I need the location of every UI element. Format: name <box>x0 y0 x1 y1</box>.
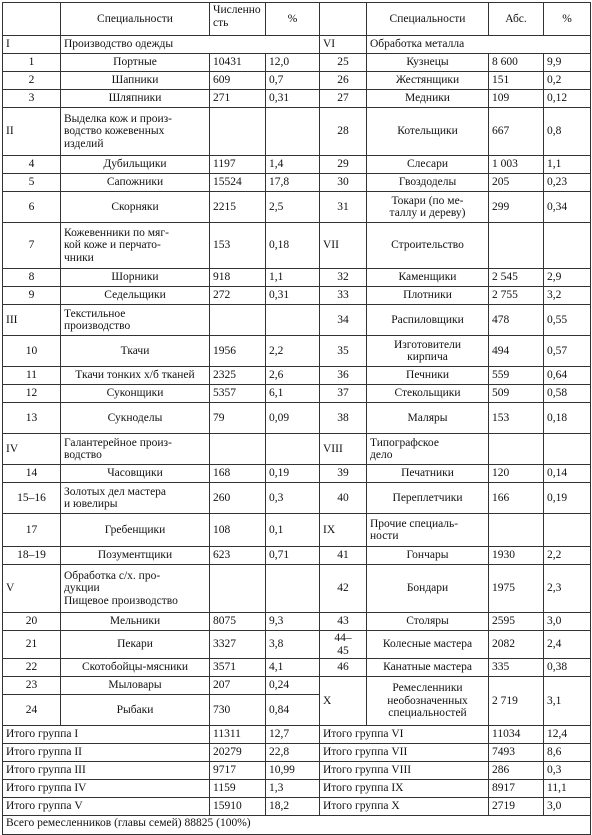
table-cell: 918 <box>210 269 266 287</box>
table-header <box>3 3 591 36</box>
table-cell: 2,3 <box>544 565 591 613</box>
table-cell: 3,2 <box>544 287 591 305</box>
table-cell: 2 <box>3 72 61 90</box>
table-cell: Котельщики <box>367 108 489 156</box>
table-cell: 286 <box>489 762 544 780</box>
table-cell: Плотники <box>367 287 489 305</box>
table-cell: 0,3 <box>544 762 591 780</box>
table-cell: 2,2 <box>266 336 320 367</box>
table-cell: 2 755 <box>489 287 544 305</box>
table-cell: 2719 <box>489 798 544 816</box>
table-cell: 1 003 <box>489 156 544 174</box>
table-cell <box>489 434 544 465</box>
table-cell: 260 <box>210 483 266 514</box>
table-cell: Прочие специаль- ности <box>367 514 489 547</box>
table-cell: Мыловары <box>61 677 210 695</box>
table-cell: 299 <box>489 192 544 223</box>
table-cell: 2 545 <box>489 269 544 287</box>
table-cell: Позументщики <box>61 547 210 565</box>
table-cell: 1159 <box>210 780 266 798</box>
table-cell <box>210 565 266 613</box>
table-cell: 730 <box>210 695 266 726</box>
crafts-table <box>2 2 591 835</box>
table-cell: 1,4 <box>266 156 320 174</box>
table-cell: 40 <box>320 483 367 514</box>
table-cell: Итого группа VIII <box>320 762 489 780</box>
table-cell: 44– 45 <box>320 631 367 659</box>
table-cell: Итого группа II <box>3 744 210 762</box>
table-cell: Жестянщики <box>367 72 489 90</box>
table-cell: Часовщики <box>61 465 210 483</box>
table-cell: 1197 <box>210 156 266 174</box>
table-cell: 9717 <box>210 762 266 780</box>
table-cell: Строительство <box>367 223 489 269</box>
table-row <box>3 403 591 434</box>
table-cell: 12,4 <box>544 726 591 744</box>
table-cell: 31 <box>320 192 367 223</box>
table-cell: 0,3 <box>266 483 320 514</box>
table-cell: 17 <box>3 514 61 547</box>
table-row <box>3 798 591 816</box>
table-cell: 26 <box>320 72 367 90</box>
table-cell: V <box>3 565 61 613</box>
table-cell: 0,09 <box>266 403 320 434</box>
table-cell: 109 <box>489 90 544 108</box>
table-cell <box>210 108 266 156</box>
table-cell: Шапники <box>61 72 210 90</box>
table-cell: 0,2 <box>544 72 591 90</box>
table-cell: Ткачи <box>61 336 210 367</box>
table-cell: 1 <box>3 54 61 72</box>
table-cell: Галантерейное произ- водство <box>61 434 210 465</box>
table-row <box>3 565 591 613</box>
table-cell: 207 <box>210 677 266 695</box>
table-cell: 1930 <box>489 547 544 565</box>
table-row <box>3 780 591 798</box>
table-cell: Мельники <box>61 613 210 631</box>
table-row <box>3 613 591 631</box>
table-cell: 5 <box>3 174 61 192</box>
table-cell: 2,4 <box>544 631 591 659</box>
table-cell: Кузнецы <box>367 54 489 72</box>
table-cell: Шорники <box>61 269 210 287</box>
table-cell: Обработка металла <box>367 36 591 54</box>
table-cell: 2,2 <box>544 547 591 565</box>
table-cell: 153 <box>210 223 266 269</box>
table-cell: 33 <box>320 287 367 305</box>
table-cell: 559 <box>489 367 544 385</box>
table-cell: 205 <box>489 174 544 192</box>
table-cell: 3,0 <box>544 613 591 631</box>
table-row <box>3 677 591 695</box>
table-row <box>3 287 591 305</box>
table-cell: 4,1 <box>266 659 320 677</box>
table-cell: 42 <box>320 565 367 613</box>
table-cell: 21 <box>3 631 61 659</box>
table-cell: Ремесленники необозначенных специальностей <box>367 677 489 726</box>
table-cell: Маляры <box>367 403 489 434</box>
table-cell: 8075 <box>210 613 266 631</box>
header-cell: Специальности <box>61 3 210 36</box>
table-cell <box>266 434 320 465</box>
table-row <box>3 367 591 385</box>
table-cell: 22,8 <box>266 744 320 762</box>
header-cell: Абс. <box>489 3 544 36</box>
table-row <box>3 108 591 156</box>
table-cell: 271 <box>210 90 266 108</box>
table-row <box>3 726 591 744</box>
table-row <box>3 269 591 287</box>
table-cell: Портные <box>61 54 210 72</box>
table-cell: IV <box>3 434 61 465</box>
table-cell: 46 <box>320 659 367 677</box>
table-cell: 18–19 <box>3 547 61 565</box>
table-cell: 20 <box>3 613 61 631</box>
table-cell: Печники <box>367 367 489 385</box>
table-cell: Скотобойцы-мясники <box>61 659 210 677</box>
table-cell: 35 <box>320 336 367 367</box>
table-cell: Сапожники <box>61 174 210 192</box>
table-cell: Обработка с/х. про- дукции Пищевое производство <box>61 565 210 613</box>
table-cell: 2,5 <box>266 192 320 223</box>
table-row <box>3 744 591 762</box>
table-cell: 24 <box>3 695 61 726</box>
table-cell: 272 <box>210 287 266 305</box>
table-cell: 609 <box>210 72 266 90</box>
table-cell: Бондари <box>367 565 489 613</box>
table-cell: 0,23 <box>544 174 591 192</box>
table-cell: 17,8 <box>266 174 320 192</box>
table-row <box>3 514 591 547</box>
table-cell: 0,34 <box>544 192 591 223</box>
table-cell: 20279 <box>210 744 266 762</box>
table-cell: 0,7 <box>266 72 320 90</box>
header-cell <box>320 3 367 36</box>
header-cell: % <box>544 3 591 36</box>
table-cell: 1,1 <box>544 156 591 174</box>
table-cell: III <box>3 305 61 336</box>
table-cell: 0,57 <box>544 336 591 367</box>
table-cell: 153 <box>489 403 544 434</box>
table-cell: 2595 <box>489 613 544 631</box>
table-cell: Текстильное производство <box>61 305 210 336</box>
table-cell: 15–16 <box>3 483 61 514</box>
table-cell: 37 <box>320 385 367 403</box>
table-cell: 494 <box>489 336 544 367</box>
table-cell: 0,31 <box>266 287 320 305</box>
table-cell: Пекари <box>61 631 210 659</box>
table-cell: 7 <box>3 223 61 269</box>
table-cell: Гребенщики <box>61 514 210 547</box>
table-cell: Столяры <box>367 613 489 631</box>
table-cell: 335 <box>489 659 544 677</box>
table-cell <box>266 305 320 336</box>
table-cell: Итого группа IX <box>320 780 489 798</box>
table-cell <box>210 434 266 465</box>
table-cell: 3,1 <box>544 677 591 726</box>
header-cell: % <box>266 3 320 36</box>
table-cell: 18,2 <box>266 798 320 816</box>
table-cell: Итого группа IV <box>3 780 210 798</box>
table-cell: 10431 <box>210 54 266 72</box>
table-cell: 25 <box>320 54 367 72</box>
table-cell: 0,14 <box>544 465 591 483</box>
table-cell: Токари (по ме- таллу и дереву) <box>367 192 489 223</box>
table-cell: 0,8 <box>544 108 591 156</box>
table-cell: 43 <box>320 613 367 631</box>
table-row <box>3 72 591 90</box>
table-cell <box>544 223 591 269</box>
table-cell: 32 <box>320 269 367 287</box>
table-cell: Золотых дел мастера и ювелиры <box>61 483 210 514</box>
table-row <box>3 631 591 659</box>
table-cell: 7493 <box>489 744 544 762</box>
table-cell: 623 <box>210 547 266 565</box>
table-cell: 14 <box>3 465 61 483</box>
table-cell: 1,1 <box>266 269 320 287</box>
table-cell: 12,7 <box>266 726 320 744</box>
table-cell: 1975 <box>489 565 544 613</box>
table-cell: 1956 <box>210 336 266 367</box>
table-cell: 39 <box>320 465 367 483</box>
table-cell <box>544 514 591 547</box>
table-cell: Суконщики <box>61 385 210 403</box>
table-cell: 29 <box>320 156 367 174</box>
table-cell: Распиловщики <box>367 305 489 336</box>
table-row <box>3 90 591 108</box>
table-row <box>3 223 591 269</box>
table-row <box>3 434 591 465</box>
table-cell: 12 <box>3 385 61 403</box>
table-cell: 2082 <box>489 631 544 659</box>
header-cell: Специальности <box>367 3 489 36</box>
table-cell: 30 <box>320 174 367 192</box>
table-cell: 11 <box>3 367 61 385</box>
table-cell <box>266 565 320 613</box>
table-cell: 2325 <box>210 367 266 385</box>
table-cell: 23 <box>3 677 61 695</box>
table-cell: 11,1 <box>544 780 591 798</box>
table-cell <box>489 514 544 547</box>
table-cell: Переплетчики <box>367 483 489 514</box>
table-cell: 2,6 <box>266 367 320 385</box>
table-cell: 509 <box>489 385 544 403</box>
table-cell: 5357 <box>210 385 266 403</box>
table-cell: Итого группа V <box>3 798 210 816</box>
table-cell: Медники <box>367 90 489 108</box>
table-cell: 79 <box>210 403 266 434</box>
table-cell: 0,19 <box>544 483 591 514</box>
table-cell: 4 <box>3 156 61 174</box>
table-cell: Типографское дело <box>367 434 489 465</box>
table-cell: Каменщики <box>367 269 489 287</box>
table-cell: 15910 <box>210 798 266 816</box>
table-cell: Итого группа III <box>3 762 210 780</box>
table-row <box>3 174 591 192</box>
table-cell: VII <box>320 223 367 269</box>
table-cell: 10 <box>3 336 61 367</box>
table-cell: 28 <box>320 108 367 156</box>
table-cell: Колесные мастера <box>367 631 489 659</box>
table-row <box>3 385 591 403</box>
table-cell: 0,84 <box>266 695 320 726</box>
table-cell: 8 <box>3 269 61 287</box>
table-cell: 0,58 <box>544 385 591 403</box>
table-cell: 27 <box>320 90 367 108</box>
table-cell: 168 <box>210 465 266 483</box>
table-cell: 0,24 <box>266 677 320 695</box>
table-cell: VI <box>320 36 367 54</box>
table-cell: 0,18 <box>544 403 591 434</box>
table-row <box>3 54 591 72</box>
header-cell <box>3 3 61 36</box>
table-cell: Итого группа VII <box>320 744 489 762</box>
table-cell: 0,18 <box>266 223 320 269</box>
table-cell: 8917 <box>489 780 544 798</box>
table-cell: 0,12 <box>544 90 591 108</box>
table-cell: Шляпники <box>61 90 210 108</box>
table-cell: 0,64 <box>544 367 591 385</box>
table-cell: 166 <box>489 483 544 514</box>
table-row <box>3 305 591 336</box>
table-cell: 9 <box>3 287 61 305</box>
table-cell: Канатные мастера <box>367 659 489 677</box>
table-cell: Итого группа X <box>320 798 489 816</box>
table-cell: Изготовители кирпича <box>367 336 489 367</box>
table-cell: 36 <box>320 367 367 385</box>
table-cell: Производство одежды <box>61 36 320 54</box>
table-cell: 0,55 <box>544 305 591 336</box>
table-cell: Стекольщики <box>367 385 489 403</box>
table-cell: 6 <box>3 192 61 223</box>
table-row <box>3 336 591 367</box>
total-artisans: Всего ремесленников (главы семей) 88825 (100%) <box>3 816 591 835</box>
table-cell: Кожевенники по мяг- кой коже и перчато- чники <box>61 223 210 269</box>
table-cell: Рыбаки <box>61 695 210 726</box>
table-row <box>3 465 591 483</box>
document-page <box>2 2 591 835</box>
table-cell: Итого группа I <box>3 726 210 744</box>
table-cell: 10,99 <box>266 762 320 780</box>
table-footer <box>3 816 591 835</box>
table-cell: 2 719 <box>489 677 544 726</box>
table-cell <box>210 305 266 336</box>
table-cell: Слесари <box>367 156 489 174</box>
table-cell: 8 600 <box>489 54 544 72</box>
table-cell: 11034 <box>489 726 544 744</box>
table-row <box>3 156 591 174</box>
table-cell: Гончары <box>367 547 489 565</box>
table-cell: 108 <box>210 514 266 547</box>
table-cell: 6,1 <box>266 385 320 403</box>
table-row <box>3 762 591 780</box>
table-row <box>3 483 591 514</box>
table-cell: Печатники <box>367 465 489 483</box>
table-cell: Скорняки <box>61 192 210 223</box>
table-cell: I <box>3 36 61 54</box>
table-cell: 8,6 <box>544 744 591 762</box>
table-cell: 0,38 <box>544 659 591 677</box>
table-cell: 0,31 <box>266 90 320 108</box>
table-cell: 3,0 <box>544 798 591 816</box>
table-cell: 9,3 <box>266 613 320 631</box>
table-cell <box>266 108 320 156</box>
table-cell: 41 <box>320 547 367 565</box>
table-cell: 3327 <box>210 631 266 659</box>
table-cell: 3,8 <box>266 631 320 659</box>
table-cell: IX <box>320 514 367 547</box>
table-cell <box>489 223 544 269</box>
table-cell: Сукноделы <box>61 403 210 434</box>
table-cell: Выделка кож и произ- водство кожевенных изделий <box>61 108 210 156</box>
table-cell: 22 <box>3 659 61 677</box>
table-cell: 34 <box>320 305 367 336</box>
table-cell: 11311 <box>210 726 266 744</box>
table-cell: 0,1 <box>266 514 320 547</box>
table-cell: 2215 <box>210 192 266 223</box>
table-cell: 13 <box>3 403 61 434</box>
table-cell: 1,3 <box>266 780 320 798</box>
table-row <box>3 659 591 677</box>
table-cell: II <box>3 108 61 156</box>
table-cell: 478 <box>489 305 544 336</box>
table-cell: 3571 <box>210 659 266 677</box>
table-cell: 9,9 <box>544 54 591 72</box>
table-cell: 2,9 <box>544 269 591 287</box>
table-cell: Дубильщики <box>61 156 210 174</box>
header-cell: Численность <box>210 3 266 36</box>
table-cell: Гвоздоделы <box>367 174 489 192</box>
table-cell <box>544 434 591 465</box>
table-cell: X <box>320 677 367 726</box>
table-cell: 0,19 <box>266 465 320 483</box>
table-cell: 15524 <box>210 174 266 192</box>
table-cell: Седельщики <box>61 287 210 305</box>
table-cell: 12,0 <box>266 54 320 72</box>
table-cell: 0,71 <box>266 547 320 565</box>
table-cell: 151 <box>489 72 544 90</box>
table-row <box>3 36 591 54</box>
table-cell: Ткачи тонких х/б тканей <box>61 367 210 385</box>
table-row <box>3 547 591 565</box>
table-cell: 120 <box>489 465 544 483</box>
table-cell: 3 <box>3 90 61 108</box>
table-cell: 667 <box>489 108 544 156</box>
table-cell: VIII <box>320 434 367 465</box>
table-cell: Итого группа VI <box>320 726 489 744</box>
table-cell: 38 <box>320 403 367 434</box>
table-row <box>3 192 591 223</box>
